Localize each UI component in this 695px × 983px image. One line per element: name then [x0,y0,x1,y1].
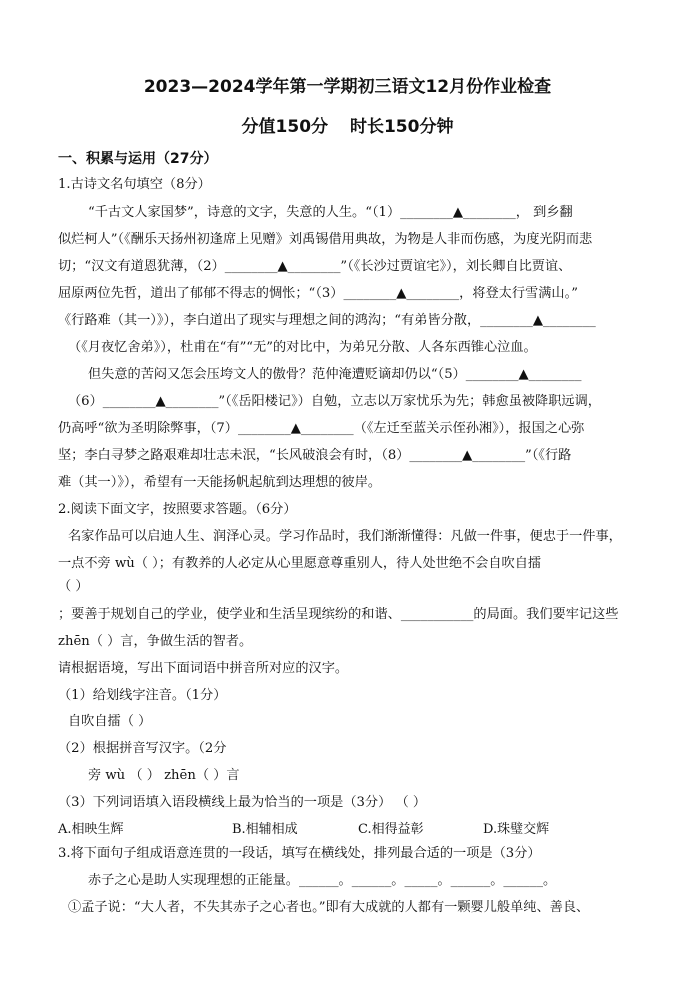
paragraph-line: 一点不旁 wù（ ）；有教养的人必定从心里愿意尊重别人，待人处世绝不会自吹自擂 [58,556,542,571]
paragraph-line: zhēn（ ）言，争做生活的智者。 [58,634,253,649]
subquestion-1: （1）给划线字注音。（1分） [58,688,227,703]
subquestion-2-item: 旁 wù （ ） zhēn（ ）言 [88,768,240,783]
paragraph-line: 屈原两位先哲，道出了郁郁不得志的惆怅；“（3）________▲________，将登太行雪满山。” [58,286,578,301]
option-c: C.相得益彰 [358,822,424,837]
paragraph-line: “千古文人家国梦”，诗意的文字，失意的人生。“（1）________▲________， 到乡翻 [88,205,573,220]
paragraph-line: 难（其一）》），希望有一天能扬帆起航到达理想的彼岸。 [58,475,382,490]
paragraph-line: 仍高呼“欲为圣明除弊事，（7）________▲________（《左迁至蓝关示侄孙湘》），报国之心弥 [58,421,585,436]
option-b: B.相辅相成 [232,822,298,837]
section-heading: 一、积累与运用（27分） [58,151,218,167]
page-title: 2023—2024学年第一学期初三语文12月份作业检查 [143,77,552,97]
answer-blank: （ ） [58,579,89,594]
question-1-heading: 1.古诗文名句填空（8分） [58,177,211,192]
page-subtitle [0,112,695,137]
paragraph-line: ；要善于规划自己的学业，使学业和生活呈现缤纷的和谐、___________的局面。我们要牢记这些 [58,607,619,622]
score-info: 分值150分 [241,117,329,137]
question-3-heading: 3.将下面句子组成语意连贯的一段话，填写在横线处，排列最合适的一项是（3分） [58,846,541,861]
option-d: D.珠璧交辉 [483,822,550,837]
instruction-line: 请根据语境，写出下面词语中拼音所对应的汉字。 [58,661,349,676]
paragraph-line: 《行路难（其一）》），李白道出了现实与理想之间的鸿沟；“有弟皆分散，________▲________ [58,313,596,328]
paragraph-line: 似烂柯人”（《酬乐天扬州初逢席上见赠》刘禹锡借用典故，为物是人非而伤感，为度光阴而悲 [58,232,593,247]
paragraph-line: 坚；李白寻梦之路艰难却壮志未泯，“长风破浪会有时，（8）________▲________”（《行路 [58,448,572,463]
option-a: A.相映生辉 [58,822,124,837]
paragraph-line: （6）________▲________”（《岳阳楼记》）自勉，立志以万家忧乐为先；韩愈虽被降职远调， [68,394,601,409]
paragraph-line: ①孟子说：“大人者，不失其赤子之心者也。”即有大成就的人都有一颗婴儿般单纯、善良、 [68,900,590,915]
paragraph-line: 切；“汉文有道恩犹薄，（2）________▲________”（《长沙过贾谊宅》），刘长卿自比贾谊、 [58,259,572,274]
subquestion-1-item: 自吹自擂（ ） [68,714,152,729]
paragraph-line: 名家作品可以启迪人生、润泽心灵。学习作品时，我们渐渐懂得：凡做一件事，便忠于一件事， [68,529,622,544]
subquestion-2: （2）根据拼音写汉字。（2分 [58,741,227,756]
time-info: 时长150分钟 [349,117,454,137]
paragraph-line: （《月夜忆舍弟》），杜甫在“有”“无”的对比中，为弟兄分散、人各东西锥心泣血。 [68,340,537,355]
paragraph-line: 赤子之心是助人实现理想的正能量。______。______。_____。______。______。 [88,873,557,888]
paragraph-line: 但失意的苦闷又怎会压垮文人的傲骨？范仲淹遭贬谪却仍以“（5）________▲________ [88,367,582,382]
question-2-heading: 2.阅读下面文字，按照要求答题。（6分） [58,502,297,517]
subquestion-3: （3）下列词语填入语段横线上最为恰当的一项是（3分） （ ） [58,795,427,810]
